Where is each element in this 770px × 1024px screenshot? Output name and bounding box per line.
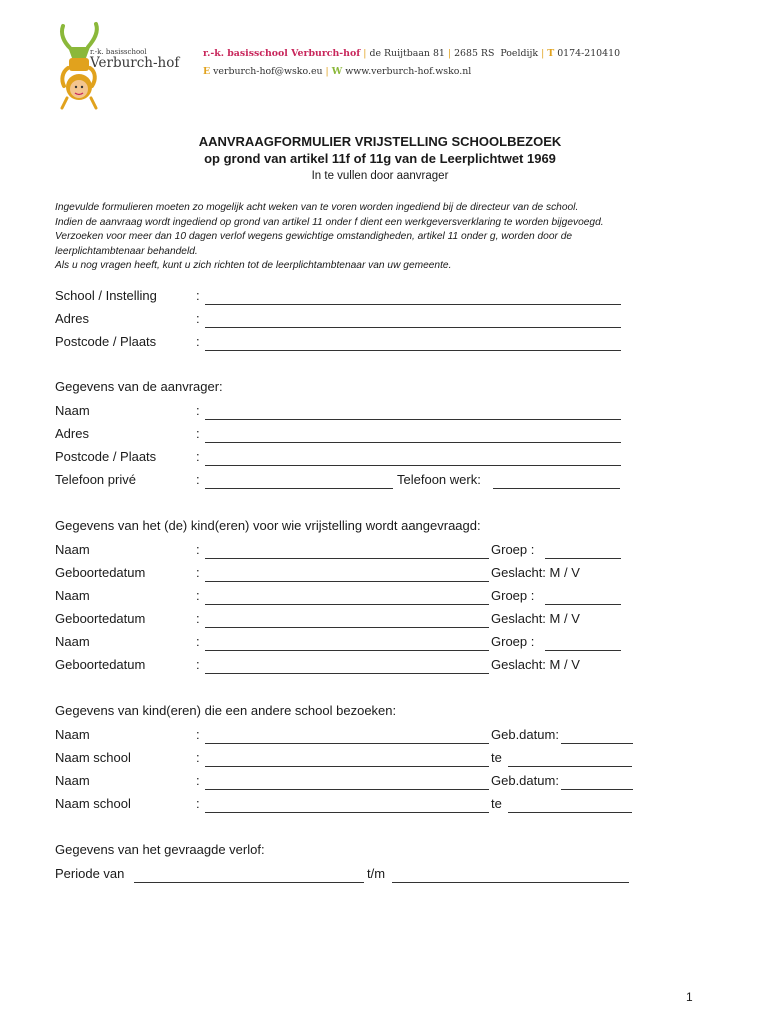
child-1-group-field[interactable] bbox=[545, 544, 621, 559]
field-label: Geboortedatum bbox=[55, 611, 146, 626]
field-label: Postcode / Plaats bbox=[55, 449, 157, 464]
school-address-field[interactable] bbox=[205, 313, 621, 328]
field-label: Naam bbox=[55, 727, 90, 742]
other-child-2-name-field[interactable] bbox=[205, 775, 489, 790]
child-1-name-field[interactable] bbox=[205, 544, 489, 559]
gender-label: Geslacht: M / V bbox=[491, 657, 580, 672]
school-logo bbox=[52, 20, 180, 118]
phone-letter: T bbox=[547, 48, 555, 59]
gender-label: Geslacht: M / V bbox=[491, 565, 580, 580]
work-phone-field[interactable] bbox=[493, 474, 620, 489]
dob-label: Geb.datum: bbox=[491, 773, 559, 788]
school-email[interactable]: verburch-hof@wsko.eu bbox=[213, 66, 323, 77]
field-label: Naam bbox=[55, 588, 90, 603]
home-phone-field[interactable] bbox=[205, 474, 393, 489]
web-letter: W bbox=[331, 66, 343, 77]
location-label: te bbox=[491, 750, 502, 765]
school-name: r.-k. basisschool Verburch-hof bbox=[203, 48, 361, 59]
field-label: Naam bbox=[55, 773, 90, 788]
field-label: Adres bbox=[55, 311, 89, 326]
intro-line: Ingevulde formulieren moeten zo mogelijk acht weken van te voren worden ingediend bij de directeur van de school. bbox=[55, 202, 579, 213]
form-title: AANVRAAGFORMULIER VRIJSTELLING SCHOOLBEZOEK bbox=[198, 134, 562, 149]
intro-text bbox=[55, 201, 705, 274]
child-2-group-field[interactable] bbox=[545, 590, 621, 605]
field-label: Naam bbox=[55, 634, 90, 649]
until-label: t/m bbox=[367, 866, 386, 881]
school-postcode-field[interactable] bbox=[205, 336, 621, 351]
group-label: Groep : bbox=[491, 588, 535, 603]
school-website[interactable]: www.verburch-hof.wsko.nl bbox=[345, 66, 472, 77]
field-label: Naam bbox=[55, 542, 90, 557]
work-phone-label: Telefoon werk: bbox=[397, 472, 481, 487]
child-3-name-field[interactable] bbox=[205, 636, 489, 651]
other-school-1-name-field[interactable] bbox=[205, 752, 489, 767]
applicant-postcode-field[interactable] bbox=[205, 451, 621, 466]
other-child-1-name-field[interactable] bbox=[205, 729, 489, 744]
applicant-heading: Gegevens van de aanvrager: bbox=[55, 379, 223, 394]
other-child-2-dob-field[interactable] bbox=[561, 775, 633, 790]
intro-line: Als u nog vragen heeft, kunt u zich richten tot de leerplichtambtenaar van uw gemeente. bbox=[55, 260, 452, 272]
location-label: te bbox=[491, 796, 502, 811]
field-label: School / Instelling bbox=[55, 288, 157, 303]
field-label: Geboortedatum bbox=[55, 565, 146, 580]
applicant-name-field[interactable] bbox=[205, 405, 621, 420]
child-1-dob-field[interactable] bbox=[205, 567, 489, 582]
form-subtitle: op grond van artikel 11f of 11g van de Leerplichtwet 1969 bbox=[204, 151, 556, 166]
field-label: Naam school bbox=[55, 750, 131, 765]
other-school-2-location-field[interactable] bbox=[508, 798, 632, 813]
intro-line: leerplichtambtenaar behandeld. bbox=[55, 245, 198, 257]
school-address: de Ruijtbaan 81 bbox=[369, 48, 445, 59]
school-city: Poeldijk bbox=[500, 48, 539, 59]
other-child-1-dob-field[interactable] bbox=[561, 729, 633, 744]
applicant-address-field[interactable] bbox=[205, 428, 621, 443]
field-label: Naam school bbox=[55, 796, 131, 811]
dob-label: Geb.datum: bbox=[491, 727, 559, 742]
other-school-heading: Gegevens van kind(eren) die een andere school bezoeken: bbox=[55, 703, 397, 718]
other-school-2-name-field[interactable] bbox=[205, 798, 489, 813]
school-contact-line-1: r.-k. basisschool Verburch-hof | de Ruijtbaan 81 | 2685 RS Poeldijk | T 0174-210410 bbox=[203, 48, 621, 59]
school-contact-line-2: E verburch-hof@wsko.eu | W www.verburch-hof.wsko.nl bbox=[203, 66, 472, 77]
group-label: Groep : bbox=[491, 634, 535, 649]
gender-label: Geslacht: M / V bbox=[491, 611, 580, 626]
field-label: Geboortedatum bbox=[55, 657, 146, 672]
period-end-field[interactable] bbox=[392, 868, 629, 883]
page-number: 1 bbox=[686, 990, 693, 1004]
field-label: Adres bbox=[55, 426, 89, 441]
leave-heading: Gegevens van het gevraagde verlof: bbox=[55, 842, 265, 857]
period-start-field[interactable] bbox=[134, 868, 364, 883]
child-2-dob-field[interactable] bbox=[205, 613, 489, 628]
form-note: In te vullen door aanvrager bbox=[311, 170, 449, 182]
email-letter: E bbox=[203, 66, 211, 77]
logo-tagline: r.-k. basisschool bbox=[90, 48, 147, 56]
other-school-1-location-field[interactable] bbox=[508, 752, 632, 767]
child-2-name-field[interactable] bbox=[205, 590, 489, 605]
field-label: Naam bbox=[55, 403, 90, 418]
children-heading: Gegevens van het (de) kind(eren) voor wie vrijstelling wordt aangevraagd: bbox=[55, 518, 481, 533]
child-3-group-field[interactable] bbox=[545, 636, 621, 651]
field-label: Telefoon privé bbox=[55, 472, 136, 487]
school-phone: 0174-210410 bbox=[557, 48, 621, 59]
logo-name: Verburch-hof bbox=[90, 55, 180, 71]
intro-line: Verzoeken voor meer dan 10 dagen verlof wegens gewichtige omstandigheden, artikel 11 onder g, worden door de bbox=[55, 231, 573, 243]
school-institution-field[interactable] bbox=[205, 290, 621, 305]
group-label: Groep : bbox=[491, 542, 535, 557]
child-3-dob-field[interactable] bbox=[205, 659, 489, 674]
field-label: Postcode / Plaats bbox=[55, 334, 157, 349]
period-label: Periode van bbox=[55, 866, 125, 881]
school-postcode: 2685 RS bbox=[454, 48, 495, 59]
intro-line: Indien de aanvraag wordt ingediend op grond van artikel 11 onder f dient een werkgeversverklaring te worden bijgevoegd. bbox=[55, 216, 604, 228]
